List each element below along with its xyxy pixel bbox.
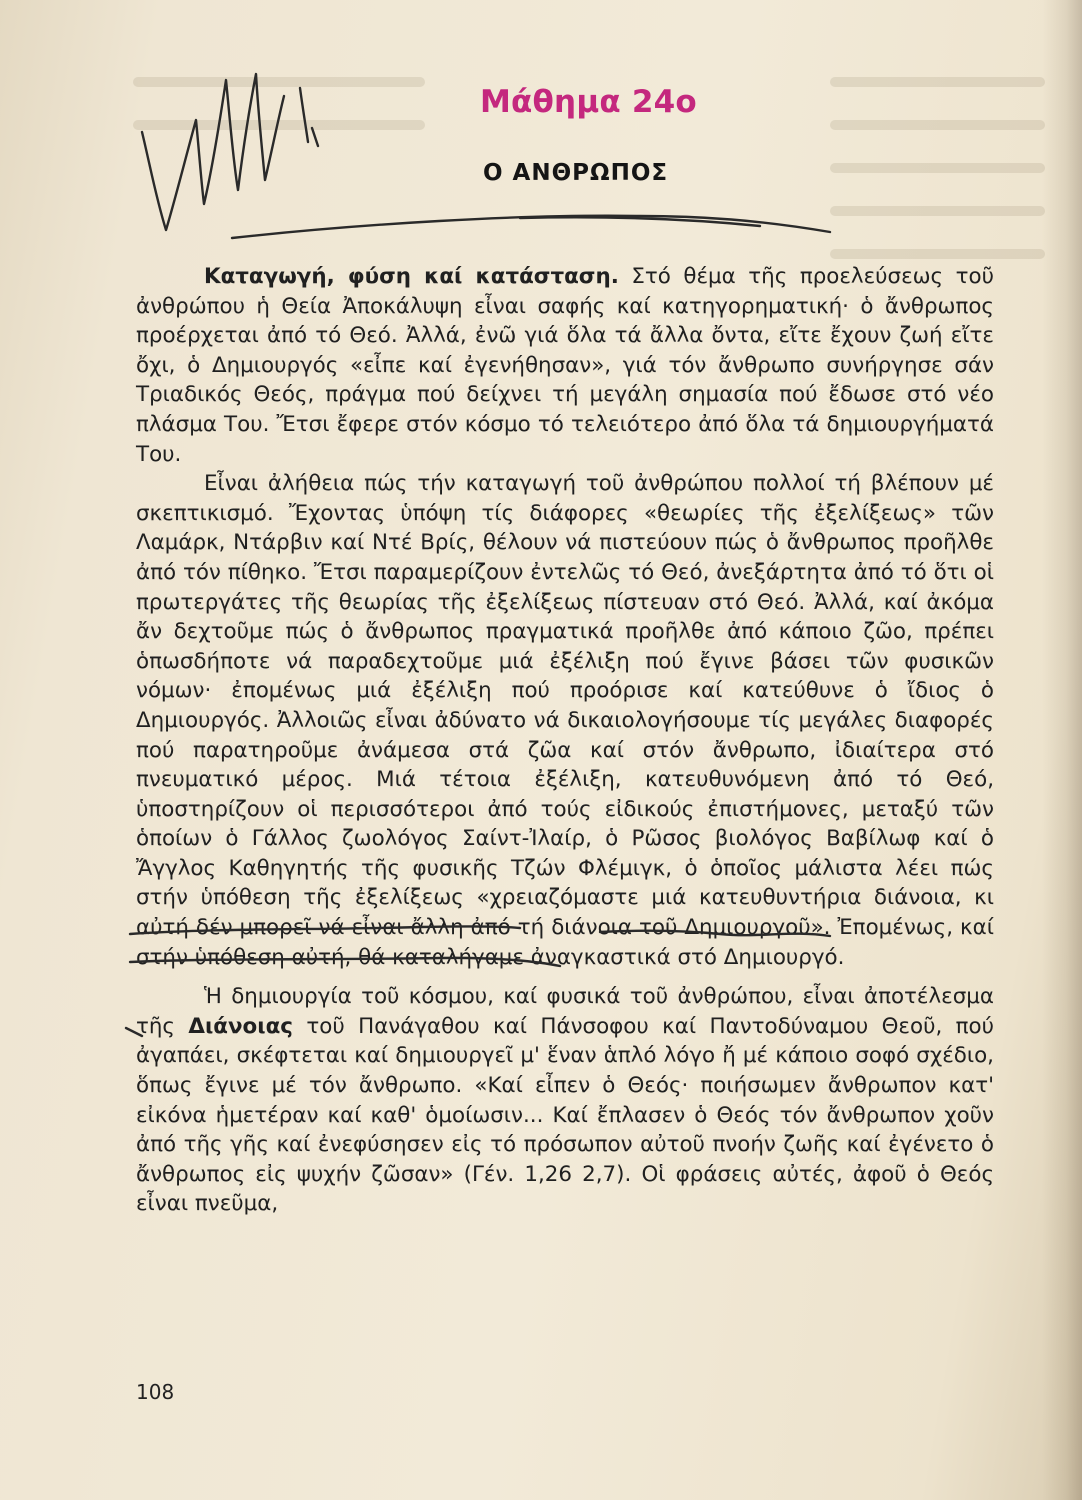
paragraph-text: Στό θέμα τῆς προελεύσεως τοῦ ἀνθρώπου ἡ Θεία Ἀποκάλυψη εἶναι σαφής καί κατηγορηματική· ὁ ἄνθρωπος προέρχεται ἀπό τό Θεό. Ἀλλά, ἐνῶ γιά ὅλα τά ἄλλα ὄντα, εἴτε ἔχουν ζωή εἴτε ὄχι, ὁ Δημιουργός «εἶπε καί ἐγενήθησαν», γιά τόν ἄνθρωπο συνήργησε σάν Τριαδικός Θεός, πράγμα πού δείχνει τή μεγάλη σημασία πού ἔδωσε στό νέο πλάσμα Του. Ἔτσι ἔφερε στόν κόσμο τό τελειότερο ἀπό ὅλα τά δημιουργήματά Του. <box>136 264 994 467</box>
lesson-title: Μάθημα 24ο <box>480 84 697 120</box>
paragraph-evolution <box>136 469 994 972</box>
chapter-title: Ο ΑΝΘΡΩΠΟΣ <box>483 160 669 186</box>
page-spine-shadow <box>1042 0 1082 1500</box>
emphasized-word: Διάνοιας <box>188 1013 293 1039</box>
paragraph-text: Ἡ δημιουργία τοῦ κόσμου, καί φυσικά τοῦ ἀνθρώπου, εἶναι ἀποτέλεσμα τῆς <box>136 984 994 1039</box>
handwritten-signature <box>142 74 318 230</box>
body-text <box>136 262 994 1219</box>
paragraph-text: Εἶναι ἀλήθεια πώς τήν καταγωγή τοῦ ἀνθρώπου πολλοί τή βλέπουν μέ σκεπτικισμό. Ἔχοντας ὑπόψη τίς διάφορες «θεωρίες τῆς ἐξελίξεως» τῶν Λαμάρκ, Ντάρβιν καί Ντέ Βρίς, θέλουν νά πιστεύουν πώς ὁ ἄνθρωπος προῆλθε ἀπό τόν πίθηκο. Ἔτσι παραμερίζουν ἐντελῶς τό Θεό, ἀνεξάρτητα ἀπό τό ὅτι οἱ πρωτεργάτες τῆς θεωρίας τῆς ἐξελίξεως πίστευαν στό Θεό. Ἀλλά, καί ἀκόμα ἄν δεχτοῦμε πώς ὁ ἄνθρωπος πραγματικά προῆλθε ἀπό κάποιο ζῶο, πρέπει ὁπωσδήποτε νά παραδεχτοῦμε μιά ἐξέλιξη πού ἔγινε βάσει τῶν φυσικῶν νόμων· ἐπομένως μιά ἐξέλιξη πού προόρισε καί κατεύθυνε ὁ ἴδιος ὁ Δημιουργός. Ἀλλοιῶς εἶναι ἀδύνατο νά δικαιολογήσουμε τίς μεγάλες διαφορές πού παρατηροῦμε ἀνάμεσα στά ζῶα καί στόν ἄνθρωπο, ἰδιαίτερα στό πνευματικό μέρος. Μιά τέτοια ἐξέλιξη, κατευθυνόμενη ἀπό τό Θεό, ὑποστηρίζουν οἱ περισσότεροι ἀπό τούς εἰδικούς ἐπιστήμονες, μεταξύ τῶν ὁποίων ὁ Γάλλος ζωολόγος Σαίντ-Ἰλαίρ, ὁ Ρῶσος βιολόγος Βαβίλωφ καί ὁ Ἄγγλος Καθηγητής τῆς φυσικῆς Τζών Φλέμιγκ, ὁ ὁποῖος μάλιστα λέει πώς στήν ὑπόθεση τῆς ἐξελίξεως «χρειαζόμαστε μιά κατευθυντήρια διάνοια, κι αὐτή δέν μπορεῖ νά εἶναι ἄλλη ἀπό τή διάνοια τοῦ Δημιουργοῦ». Ἐπομένως, καί στήν ὑπόθεση αὐτή, θά καταλήγαμε ἀναγκαστικά στό Δημιουργό. <box>136 471 994 970</box>
paragraph-text: τοῦ Πανάγαθου καί Πάνσοφου καί Παντοδύναμου Θεοῦ, πού ἀγαπάει, σκέφτεται καί δημιουργεῖ μ' ἕναν ἁπλό λόγο ἤ μέ κάποιο σοφό σχέδιο, ὅπως ἔγινε μέ τόν ἄνθρωπο. «Καί εἶπεν ὁ Θεός· ποιήσωμεν ἄνθρωπον κατ' εἰκόνα ἡμετέραν καί καθ' ὁμοίωσιν... Καί ἔπλασεν ὁ Θεός τόν ἄνθρωπον χοῦν ἀπό τῆς γῆς καί ἐνεφύσησεν εἰς τό πρόσωπον αὐτοῦ πνοήν ζωῆς καί ἐγένετο ὁ ἄνθρωπος εἰς ψυχήν ζῶσαν» (Γέν. 1,26 2,7). Οἱ φράσεις αὐτές, ἀφοῦ ὁ Θεός εἶναι πνεῦμα, <box>136 1013 995 1217</box>
title-underline-stroke <box>520 217 760 226</box>
paragraph-lead: Καταγωγή, φύση καί κατάσταση. <box>204 264 619 289</box>
page-number: 108 <box>136 1380 175 1404</box>
title-underline-stroke <box>232 216 830 238</box>
paragraph-creation <box>136 982 994 1219</box>
paragraph-origin <box>136 262 994 469</box>
